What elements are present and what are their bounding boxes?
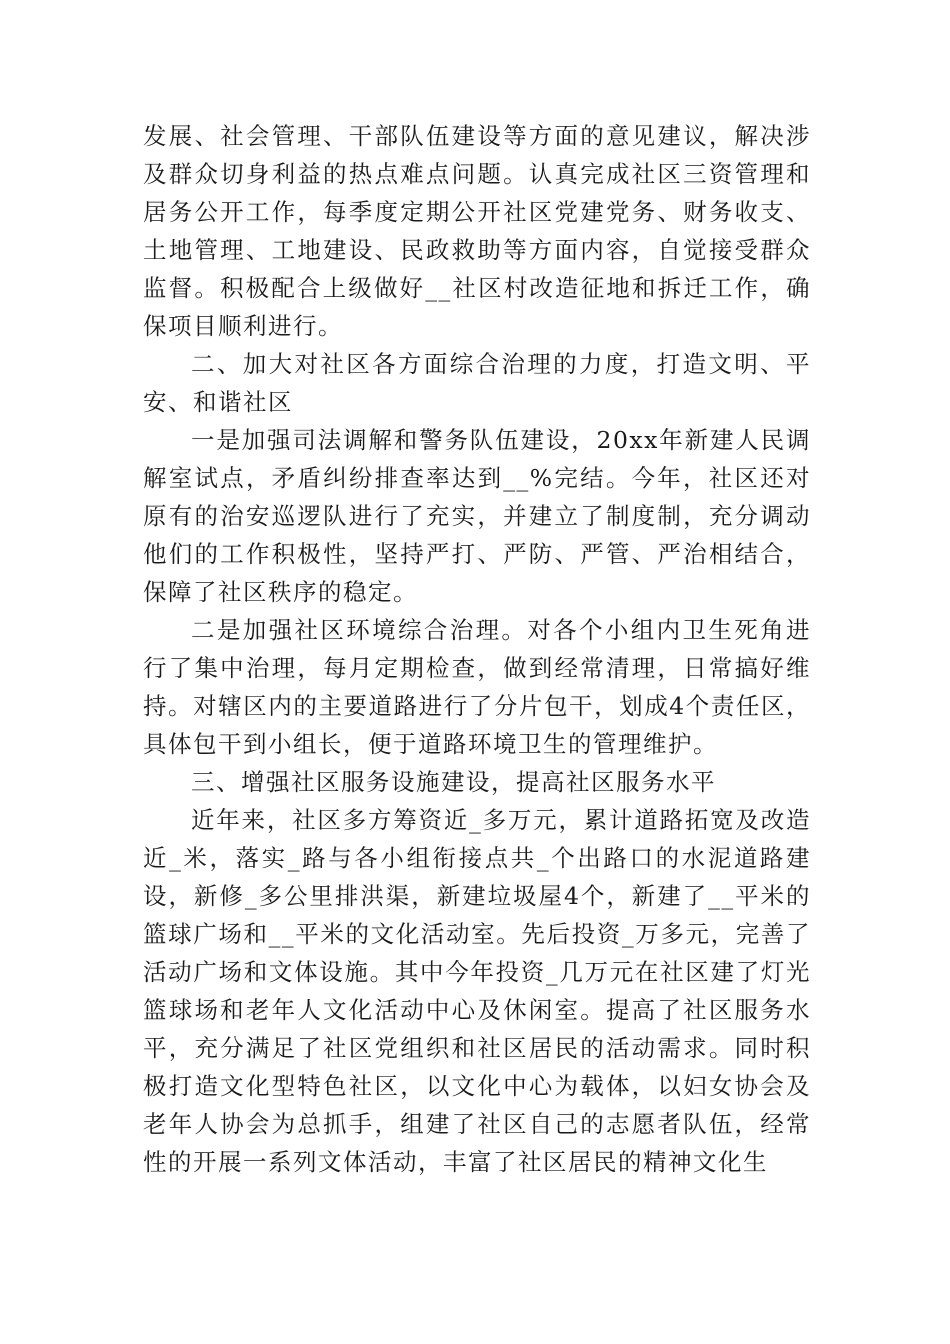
document-body: [143, 117, 811, 1181]
paragraph-judicial-mediation: 一是加强司法调解和警务队伍建设，20xx年新建人民调解室试点，矛盾纠纷排查率达到__%完结。今年，社区还对原有的治安巡逻队进行了充实，并建立了制度制，充分调动他们的工作积极性，坚持严打、严防、严管、严治相结合，保障了社区秩序的稳定。: [143, 426, 811, 606]
paragraph-facilities: 近年来，社区多方筹资近_多万元，累计道路拓宽及改造近_米，落实_路与各小组衔接点共_个出路口的水泥道路建设，新修_多公里排洪渠，新建垃圾屋4个，新建了__平米的篮球广场和__平米的文化活动室。先后投资_万多元，完善了活动广场和文体设施。其中今年投资_几万元在社区建了灯光篮球场和老年人文化活动中心及休闲室。提高了社区服务水平，充分满足了社区党组织和社区居民的活动需求。同时积极打造文化型特色社区，以文化中心为载体，以妇女协会及老年人协会为总抓手，组建了社区自己的志愿者队伍，经常性的开展一系列文体活动，丰富了社区居民的精神文化生: [143, 806, 811, 1176]
section-heading-3: 三、增强社区服务设施建设，提高社区服务水平: [191, 768, 716, 796]
paragraph-environment: 二是加强社区环境综合治理。对各个小组内卫生死角进行了集中治理，每月定期检查，做到经常清理，日常搞好维持。对辖区内的主要道路进行了分片包干，划成4个责任区，具体包干到小组长，便于道路环境卫生的管理维护。: [143, 616, 811, 758]
paragraph-continuation: 发展、社会管理、干部队伍建设等方面的意见建议，解决涉及群众切身利益的热点难点问题。认真完成社区三资管理和居务公开工作，每季度定期公开社区党建党务、财务收支、土地管理、工地建设、民政救助等方面内容，自觉接受群众监督。积极配合上级做好__社区村改造征地和拆迁工作，确保项目顺利进行。: [143, 122, 811, 340]
section-heading-2: 二、加大对社区各方面综合治理的力度，打造文明、平安、和谐社区: [143, 350, 811, 416]
